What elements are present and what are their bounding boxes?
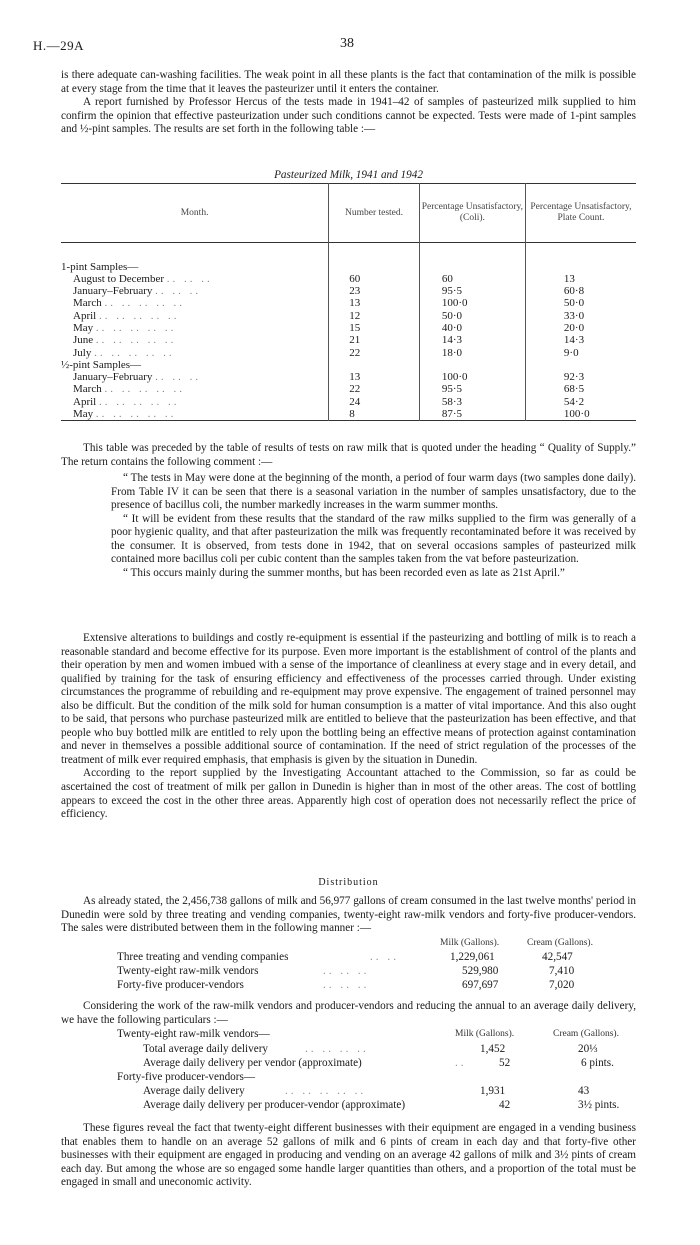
- particular-milk: 1,452: [480, 1043, 506, 1055]
- group-label-1-pint: 1-pint Samples—: [61, 260, 139, 273]
- group-label-half-pint: ½-pint Samples—: [61, 358, 142, 371]
- coli-cell: 18·0: [419, 347, 525, 359]
- number-cell: 23: [329, 285, 420, 297]
- coli-cell: 60: [419, 273, 525, 285]
- plate-cell: 13: [525, 273, 636, 285]
- pasteurized-milk-table: [61, 183, 636, 421]
- coli-cell: 95·5: [419, 285, 525, 297]
- dist-row-milk: 697,697: [462, 979, 499, 991]
- dist-row-cream: 42,547: [542, 951, 573, 963]
- group-label-row: [61, 261, 636, 273]
- particular-milk: 42: [499, 1099, 511, 1111]
- month-cell: April: [73, 309, 97, 322]
- intro-text: [61, 69, 636, 137]
- particular-cream: 20⅓: [578, 1043, 598, 1055]
- month-cell: May: [73, 321, 94, 334]
- particular-label: Average daily delivery: [143, 1085, 245, 1097]
- table-row: May .. .. .. .. .. 8 87·5 100·0: [61, 408, 636, 421]
- coli-cell: 14·3: [419, 334, 525, 346]
- particular-milk: 52: [499, 1057, 511, 1069]
- group-label-raw-milk-vendors: Twenty-eight raw-milk vendors—: [117, 1028, 270, 1040]
- table-caption: Pasteurized Milk, 1941 and 1942: [274, 169, 423, 181]
- particular-label: Total average daily delivery: [143, 1043, 269, 1055]
- coli-cell: 50·0: [419, 310, 525, 322]
- plate-cell: 20·0: [525, 322, 636, 334]
- number-cell: 21: [329, 334, 420, 346]
- dist-row-label: Forty-five producer-vendors: [117, 979, 244, 991]
- header-pct-coli: Percentage Unsatisfactory, (Coli).: [419, 184, 525, 243]
- plate-cell: 100·0: [525, 408, 636, 421]
- coli-cell: 87·5: [419, 408, 525, 421]
- header-number-tested: Number tested.: [329, 184, 420, 243]
- final-paragraph: These figures reveal the fact that twenty-eight different businesses with their equipment are engaged in a vending business that enables them to handle on an average 52 gallons of milk and 6 pints of cream in each day and that forty-five other businesses with their equipment are engaged in producing and vending on an average 42 gallons of milk and 3½ pints of cream each day. But among the whose are so engaged some handle larger quantities than others, and a proportion of the total must be engaged in small and uneconomic activity.: [61, 1122, 636, 1189]
- col2-milk-gallons: Milk (Gallons).: [455, 1029, 515, 1039]
- particular-milk: 1,931: [480, 1085, 506, 1097]
- group-label-producer-vendors: Forty-five producer-vendors—: [117, 1071, 256, 1083]
- coli-cell: 95·5: [419, 383, 525, 395]
- coli-cell: 58·3: [419, 396, 525, 408]
- distribution-text: [61, 895, 636, 936]
- month-cell: January–February: [73, 371, 153, 384]
- header-pct-plate: Percentage Unsatisfactory, Plate Count.: [525, 184, 636, 243]
- paragraph-extensive-alterations: Extensive alterations to buildings and costly re-equipment is essential if the pasteurizing and bottling of milk is to reach a reasonable standard and become effective for its purpose. Even more important is the establishment of control of the plants and their operation by men and women imbued with a sense of the importance of cleanliness at every stage and in every detail, and qualified by training for the task of ensuring efficiency and effectiveness of the processes carried through. Under existing circumstances the programme of rebuilding and re-equipment may prove expensive. The engagement of trained personnel may also be difficult. But the condition of the milk sold for human consumption is a matter of vital importance. And this also ought to be said, that persons who purchase pasteurized milk are entitled to believe that the pasteurization has been effective, and that people who buy bottled milk are entitled to rely upon the bottling being an effective means of protection against contamination and never in themselves a possible additional source of contamination. If the need of strict regulation of the processes of the treatment of milk ever required emphasis, that emphasis is given by the situation in Dunedin.: [61, 632, 636, 766]
- month-cell: March: [73, 383, 102, 396]
- after-table-paragraph: This table was preceded by the table of results of tests on raw milk that is quoted under the heading “ Quality of Supply.” The return contains the following comment :—: [61, 442, 636, 468]
- particular-cream: 43: [578, 1085, 590, 1097]
- month-cell: March: [73, 297, 102, 310]
- month-cell: April: [73, 395, 97, 408]
- table-row: June .. .. .. .. .. 21 14·3 14·3: [61, 334, 636, 346]
- table-row: May .. .. .. .. .. 15 40·0 20·0: [61, 322, 636, 334]
- particular-label: Average daily delivery per vendor (approximate): [143, 1057, 362, 1069]
- document-reference: H.—29A: [33, 38, 85, 53]
- considering-text: [61, 1000, 636, 1027]
- spacer-row: [61, 243, 636, 261]
- number-cell: 22: [329, 347, 420, 359]
- table-row: July .. .. .. .. .. 22 18·0 9·0: [61, 347, 636, 359]
- body-text: [61, 632, 636, 822]
- plate-cell: 14·3: [525, 334, 636, 346]
- header-month: Month.: [180, 207, 209, 218]
- coli-cell: 40·0: [419, 322, 525, 334]
- col-milk-gallons: Milk (Gallons).: [440, 938, 500, 948]
- number-cell: 12: [329, 310, 420, 322]
- table-row: January–February .. .. .. 13 100·0 92·3: [61, 371, 636, 383]
- quoted-comment: [111, 472, 636, 580]
- number-cell: 24: [329, 396, 420, 408]
- table-row: March .. .. .. .. .. 13 100·0 50·0: [61, 297, 636, 309]
- plate-cell: 9·0: [525, 347, 636, 359]
- table-row: April .. .. .. .. .. 12 50·0 33·0: [61, 310, 636, 322]
- month-cell: June: [73, 334, 94, 347]
- distribution-heading: Distribution: [318, 877, 379, 888]
- final-text: [61, 1122, 636, 1190]
- coli-cell: 100·0: [419, 371, 525, 383]
- table-row: March .. .. .. .. .. 22 95·5 68·5: [61, 383, 636, 395]
- table-row: January–February .. .. .. 23 95·5 60·8: [61, 285, 636, 297]
- dist-row-milk: 1,229,061: [450, 951, 495, 963]
- table-row: April .. .. .. .. .. 24 58·3 54·2: [61, 396, 636, 408]
- document-page: H.—29A 38 is there adequate can-washing facilities. The weak point in all these plants is the fact that contamination of the milk is possible at every stage from the time that it leaves the pasteurizer until it enters the container. A report furnished by Professor Hercus of the tests made in 1941–42 of samples of pasteurized milk supplied to him confirm the opinion that effective pasteurization under such conditions cannot be expected. Tests were made of 1-pint samples and ½-pint samples. The results are set forth in the following table :— Pasteurized Milk, 1941 and 1942 Month. Number tested. Percentage Unsatisfactory, (Coli). Percentage Unsatisfactory, Plate Count. 1-pint Samples— August to December .. .. .. 60 60 13 January–February .. .. .. 23 95·5 60·8 March .. .. .. .. .. 13 100·0 50·0 April .. .. .. .. .. 12 50·0 33·0 May .. .. .. .. .. 15 40·0 20·0 June .. .. .. .. .. 21 14·3 14·3 July .. .. .. .. .. 22 18·0 9·0 ½-pint Samples— January–February .. .. .. 13 100·0 92·3 March .. .. .. .. .. 22 95·5 68·5 April .. .. .. .. .. 24 58·3 54·2 May .. .. .. .. .. 8 87·5 100·0 This table was preceded by the table of results of tests on raw milk that is quoted under the heading “ Quality of Supply.” The return contains the following comment :— “ The tests in May were done at the beginning of the month, a period of four warm days (two samples done daily). From Table IV it can be seen that there is a seasonal variation in the number of samples unsatisfactory, due to the presence of bacillus coli, the number markedly increases in the warm summer months. “ It will be evident from these results that the standard of the raw milks supplied to the firm was generally of a poor hygienic quality, and that after pasteurization the milk was frequently recontaminated before it was received by the consumer. It is observed, from tests done in 1942, that on several occasions samples of pasteurized milk contained more bacillus coli per cubic content than the samples taken from the vat before pasteurization. “ This occurs mainly during the summer months, but has been recorded even as late as 21st April.” Extensive alterations to buildings and costly re-equipment is essential if the pasteurizing and bottling of milk is to reach a reasonable standard and become effective for its purpose. Even more important is the establishment of control of the plants and their operation by men and women imbued with a sense of the importance of cleanliness at every stage and in every detail, and qualified by training for the task of ensuring efficiency and effectiveness of the processes carried through. Under existing circumstances the programme of rebuilding and re-equipment may prove expensive. The engagement of trained personnel may also be difficult. But the condition of the milk sold for human consumption is a matter of vital importance. And this also ought to be said, that persons who purchase pasteurized milk are entitled to believe that the pasteurization has been effective, and that people who buy bottled milk are entitled to rely upon the bottling being an effective means of protection against contamination and never in themselves a possible additional source of contamination. If the need of strict regulation of the processes of the treatment of milk ever required emphasis, that emphasis is given by the situation in Dunedin. According to the report supplied by the Investigating Accountant attached to the Commission, so far as could be ascertained the cost of treatment of milk per gallon in Dunedin is higher than in most of the other areas. The cost of bottling appears to exceed the cost in the other three areas. Apparently high cost of operation does not necessarily reflect the price of efficiency. Distribution As already stated, the 2,456,738 gallons of milk and 56,977 gallons of cream consumed in the last twelve months' period in Dunedin were sold by three treating and vending companies, twenty-eight raw-milk vendors and forty-five producer-vendors. The sales were distributed between them in the following manner :— Milk (Gallons). Cream (Gallons). Three treating and vending companies .. .. 1,229,061 42,547 Twenty-eight raw-milk vendors .. .. .. 529,980 7,410 Forty-five producer-vendors .. .. .. 697,697 7,020 Considering the work of the raw-milk vendors and producer-vendors and reducing the annual to an average daily delivery, we have the following particulars :— Milk (Gallons). Cream (Gallons). Twenty-eight raw-milk vendors— Total average daily delivery .. .. .. .. 1,452 20⅓ Average daily delivery per vendor (approximate) .. 52 6 pints. Forty-five producer-vendors— Average daily delivery .. .. .. .. .. 1,931 43 Average daily delivery per producer-vendor (approximate) 42 3½ pints. These figures reveal the fact that twenty-eight different businesses with their equipment are engaged in a vending business that enables them to handle on an average 52 gallons of milk and 6 pints of cream in each day and that forty-five other businesses with their equipment are engaged in producing and vending on an average 42 gallons of milk and 3½ pints of cream each day. But among the whose are so engaged some handle larger quantities than others, and a proportion of the total must be engaged in small and uneconomic activity.: [33, 36, 636, 1189]
- intro-paragraph-2: A report furnished by Professor Hercus of the tests made in 1941–42 of samples of pasteurized milk supplied to him confirm the opinion that effective pasteurization under such conditions cannot be expected. Tests were made of 1-pint samples and ½-pint samples. The results are set forth in the following table :—: [61, 96, 636, 136]
- number-cell: 15: [329, 322, 420, 334]
- page-number: 38: [340, 36, 354, 51]
- col2-cream-gallons: Cream (Gallons).: [553, 1029, 619, 1039]
- table-row: August to December .. .. .. 60 60 13: [61, 273, 636, 285]
- after-table-text: [61, 442, 636, 469]
- distribution-paragraph: As already stated, the 2,456,738 gallons of milk and 56,977 gallons of cream consumed in the last twelve months' period in Dunedin were sold by three treating and vending companies, twenty-eight raw-milk vendors and forty-five producer-vendors. The sales were distributed between them in the following manner :—: [61, 895, 636, 935]
- paragraph-accountant-report: According to the report supplied by the Investigating Accountant attached to the Commission, so far as could be ascertained the cost of treatment of milk per gallon in Dunedin is higher than in most of the other areas. The cost of bottling appears to exceed the cost in the other three areas. Apparently high cost of operation does not necessarily reflect the price of efficiency.: [61, 767, 636, 821]
- number-cell: 8: [329, 408, 420, 421]
- col-cream-gallons: Cream (Gallons).: [527, 938, 593, 948]
- considering-paragraph: Considering the work of the raw-milk vendors and producer-vendors and reducing the annual to an average daily delivery, we have the following particulars :—: [61, 1000, 636, 1026]
- plate-cell: 60·8: [525, 285, 636, 297]
- dist-row-label: Twenty-eight raw-milk vendors: [117, 965, 259, 977]
- dist-row-milk: 529,980: [462, 965, 499, 977]
- dist-row-cream: 7,410: [549, 965, 575, 977]
- dist-row-cream: 7,020: [549, 979, 575, 991]
- number-cell: 13: [329, 297, 420, 309]
- month-cell: July: [73, 346, 92, 359]
- number-cell: 22: [329, 383, 420, 395]
- group-label-row: [61, 359, 636, 371]
- plate-cell: 33·0: [525, 310, 636, 322]
- plate-cell: 92·3: [525, 371, 636, 383]
- number-cell: 60: [329, 273, 420, 285]
- quote-paragraph-1: “ The tests in May were done at the beginning of the month, a period of four warm days (two samples done daily). From Table IV it can be seen that there is a seasonal variation in the number of samples unsatisfactory, due to the presence of bacillus coli, the number markedly increases in the warm summer months.: [111, 472, 636, 512]
- coli-cell: 100·0: [419, 297, 525, 309]
- month-cell: January–February: [73, 285, 153, 298]
- plate-cell: 68·5: [525, 383, 636, 395]
- quote-paragraph-3: “ This occurs mainly during the summer months, but has been recorded even as late as 21st April.”: [123, 566, 565, 579]
- plate-cell: 50·0: [525, 297, 636, 309]
- particular-cream: 3½ pints.: [578, 1099, 620, 1111]
- plate-cell: 54·2: [525, 396, 636, 408]
- quote-paragraph-2: “ It will be evident from these results that the standard of the raw milks supplied to the firm was generally of a poor hygienic quality, and that after pasteurization the milk was frequently recontaminated before it was received by the consumer. It is observed, from tests done in 1942, that on several occasions samples of pasteurized milk contained more bacillus coli per cubic content than the samples taken from the vat before pasteurization.: [111, 512, 636, 566]
- month-cell: May: [73, 408, 94, 421]
- table-header-row: [61, 184, 636, 243]
- number-cell: 13: [329, 371, 420, 383]
- particular-label: Average daily delivery per producer-vendor (approximate): [143, 1099, 406, 1111]
- month-cell: August to December: [73, 272, 165, 285]
- particular-cream: 6 pints.: [581, 1057, 614, 1069]
- dist-row-label: Three treating and vending companies: [117, 951, 289, 963]
- intro-paragraph-1: is there adequate can-washing facilities. The weak point in all these plants is the fact that contamination of the milk is possible at every stage from the time that it leaves the pasteurizer until it enters the container.: [61, 69, 636, 95]
